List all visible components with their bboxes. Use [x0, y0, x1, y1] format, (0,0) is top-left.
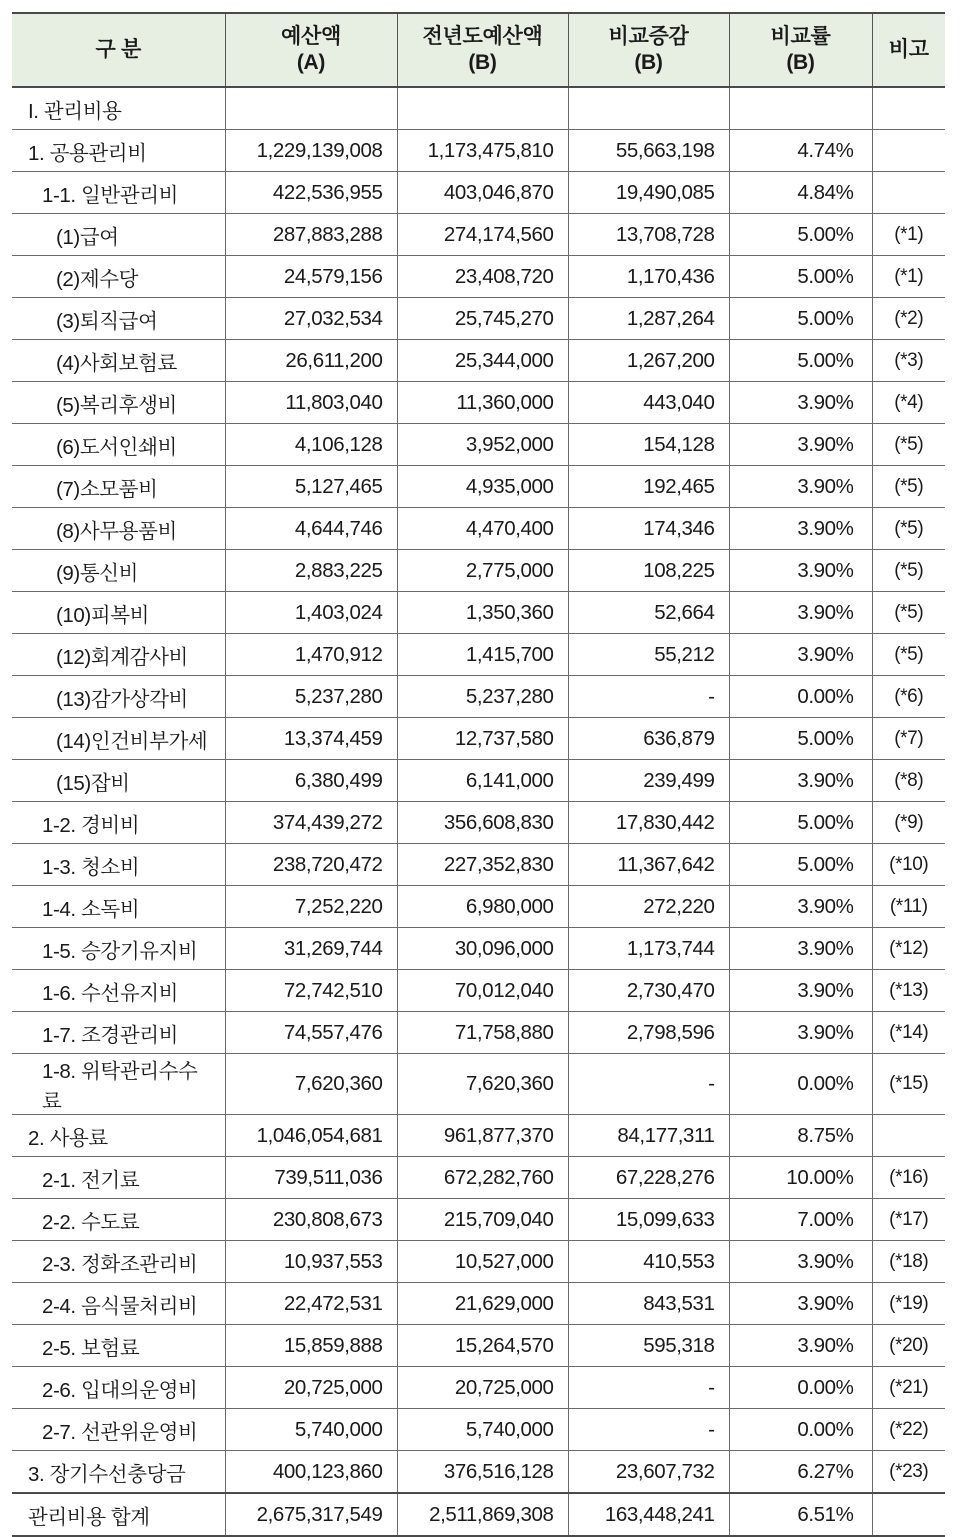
table-row — [12, 340, 945, 382]
row-budget-amount: 2,675,317,549 — [225, 1493, 397, 1536]
row-remarks: (*18) — [872, 1241, 945, 1283]
row-budget-amount: 11,803,040 — [225, 382, 397, 424]
row-comparison-change: 1,173,744 — [568, 928, 729, 970]
table-row — [12, 382, 945, 424]
row-comparison-change: 15,099,633 — [568, 1199, 729, 1241]
column-header-prior-year-budget — [397, 13, 568, 87]
column-header-comparison-rate-label: 비교률 — [770, 25, 831, 48]
row-prior-year-budget: 1,173,475,810 — [397, 130, 568, 172]
row-remarks — [872, 172, 945, 214]
row-prior-year-budget: 403,046,870 — [397, 172, 568, 214]
row-prior-year-budget: 30,096,000 — [397, 928, 568, 970]
row-comparison-rate: 3.90% — [729, 466, 872, 508]
row-remarks: (*9) — [872, 802, 945, 844]
row-comparison-change: 1,267,200 — [568, 340, 729, 382]
row-remarks — [872, 1115, 945, 1157]
table-row — [12, 87, 945, 130]
row-budget-amount: 4,106,128 — [225, 424, 397, 466]
row-comparison-change: - — [568, 1054, 729, 1115]
table-row — [12, 1199, 945, 1241]
row-comparison-rate: 3.90% — [729, 508, 872, 550]
table-row — [12, 592, 945, 634]
row-remarks: (*5) — [872, 424, 945, 466]
row-remarks: (*1) — [872, 256, 945, 298]
row-comparison-rate: 5.00% — [729, 214, 872, 256]
row-comparison-change: 163,448,241 — [568, 1493, 729, 1536]
row-prior-year-budget: 356,608,830 — [397, 802, 568, 844]
row-comparison-change: 55,663,198 — [568, 130, 729, 172]
row-comparison-rate: 0.00% — [729, 1367, 872, 1409]
row-prior-year-budget: 1,415,700 — [397, 634, 568, 676]
table-row — [12, 718, 945, 760]
row-remarks: (*20) — [872, 1325, 945, 1367]
row-category-label: 2. 사용료 — [12, 1115, 225, 1157]
row-comparison-change: - — [568, 1367, 729, 1409]
row-budget-amount: 26,611,200 — [225, 340, 397, 382]
row-category-label: 관리비용 합계 — [12, 1493, 225, 1536]
row-comparison-change: 19,490,085 — [568, 172, 729, 214]
row-comparison-change: 67,228,276 — [568, 1157, 729, 1199]
row-budget-amount: 1,046,054,681 — [225, 1115, 397, 1157]
table-row — [12, 466, 945, 508]
row-prior-year-budget: 5,740,000 — [397, 1409, 568, 1451]
column-header-prior-year-budget-sub: (B) — [468, 50, 497, 74]
row-comparison-rate: 10.00% — [729, 1157, 872, 1199]
row-prior-year-budget: 227,352,830 — [397, 844, 568, 886]
row-remarks: (*4) — [872, 382, 945, 424]
row-category-label: (15)잡비 — [12, 760, 225, 802]
row-remarks: (*5) — [872, 592, 945, 634]
row-prior-year-budget: 21,629,000 — [397, 1283, 568, 1325]
table-row — [12, 130, 945, 172]
row-category-label: 1-2. 경비비 — [12, 802, 225, 844]
table-row — [12, 1283, 945, 1325]
row-prior-year-budget: 23,408,720 — [397, 256, 568, 298]
row-remarks: (*5) — [872, 634, 945, 676]
row-comparison-change: 192,465 — [568, 466, 729, 508]
row-comparison-rate: 3.90% — [729, 550, 872, 592]
row-category-label: 1. 공용관리비 — [12, 130, 225, 172]
row-category-label: I. 관리비용 — [12, 87, 225, 130]
row-comparison-rate: 4.74% — [729, 130, 872, 172]
row-prior-year-budget: 20,725,000 — [397, 1367, 568, 1409]
row-budget-amount: 400,123,860 — [225, 1451, 397, 1494]
row-remarks — [872, 1493, 945, 1536]
row-comparison-change — [568, 87, 729, 130]
table-row — [12, 802, 945, 844]
table-row — [12, 1157, 945, 1199]
row-budget-amount: 7,620,360 — [225, 1054, 397, 1115]
row-category-label: (9)통신비 — [12, 550, 225, 592]
row-category-label: (5)복리후생비 — [12, 382, 225, 424]
row-budget-amount: 6,380,499 — [225, 760, 397, 802]
column-header-comparison-rate-sub: (B) — [786, 50, 815, 74]
row-budget-amount: 230,808,673 — [225, 1199, 397, 1241]
row-comparison-change: 595,318 — [568, 1325, 729, 1367]
row-comparison-rate: 5.00% — [729, 256, 872, 298]
row-budget-amount: 422,536,955 — [225, 172, 397, 214]
row-comparison-rate: 3.90% — [729, 886, 872, 928]
row-remarks: (*22) — [872, 1409, 945, 1451]
table-row — [12, 844, 945, 886]
row-budget-amount: 1,470,912 — [225, 634, 397, 676]
row-budget-amount: 2,883,225 — [225, 550, 397, 592]
row-comparison-change: 23,607,732 — [568, 1451, 729, 1494]
row-comparison-rate: 6.27% — [729, 1451, 872, 1494]
row-comparison-change: 1,287,264 — [568, 298, 729, 340]
row-prior-year-budget: 25,344,000 — [397, 340, 568, 382]
table-row — [12, 214, 945, 256]
table-row — [12, 1409, 945, 1451]
row-comparison-rate: 0.00% — [729, 1409, 872, 1451]
row-category-label: (14)인건비부가세 — [12, 718, 225, 760]
row-budget-amount: 10,937,553 — [225, 1241, 397, 1283]
row-comparison-rate: 5.00% — [729, 802, 872, 844]
row-comparison-change: 55,212 — [568, 634, 729, 676]
row-budget-amount: 1,403,024 — [225, 592, 397, 634]
row-category-label: 3. 장기수선충당금 — [12, 1451, 225, 1494]
row-comparison-change: 843,531 — [568, 1283, 729, 1325]
row-category-label: (13)감가상각비 — [12, 676, 225, 718]
row-comparison-change: 11,367,642 — [568, 844, 729, 886]
row-budget-amount: 22,472,531 — [225, 1283, 397, 1325]
row-prior-year-budget: 3,952,000 — [397, 424, 568, 466]
row-comparison-rate: 5.00% — [729, 844, 872, 886]
row-category-label: 1-3. 청소비 — [12, 844, 225, 886]
row-category-label: (6)도서인쇄비 — [12, 424, 225, 466]
row-remarks: (*12) — [872, 928, 945, 970]
table-row — [12, 760, 945, 802]
row-comparison-rate: 4.84% — [729, 172, 872, 214]
row-comparison-change: 410,553 — [568, 1241, 729, 1283]
row-comparison-change: 272,220 — [568, 886, 729, 928]
row-category-label: 1-8. 위탁관리수수료 — [12, 1054, 225, 1115]
row-prior-year-budget: 7,620,360 — [397, 1054, 568, 1115]
table-row — [12, 550, 945, 592]
table-row — [12, 676, 945, 718]
table-row — [12, 1325, 945, 1367]
row-comparison-change: - — [568, 676, 729, 718]
column-header-comparison-change-sub: (B) — [634, 50, 663, 74]
row-category-label: 2-2. 수도료 — [12, 1199, 225, 1241]
table-row — [12, 424, 945, 466]
row-comparison-rate: 6.51% — [729, 1493, 872, 1536]
row-comparison-rate: 5.00% — [729, 718, 872, 760]
table-row — [12, 1054, 945, 1115]
row-prior-year-budget: 4,935,000 — [397, 466, 568, 508]
row-category-label: 2-5. 보험료 — [12, 1325, 225, 1367]
row-remarks: (*11) — [872, 886, 945, 928]
row-budget-amount: 739,511,036 — [225, 1157, 397, 1199]
row-remarks: (*5) — [872, 550, 945, 592]
row-category-label: 2-6. 입대의운영비 — [12, 1367, 225, 1409]
row-prior-year-budget: 961,877,370 — [397, 1115, 568, 1157]
column-header-budget-amount — [225, 13, 397, 87]
table-row — [12, 1451, 945, 1494]
column-header-budget-amount-sub: (A) — [296, 50, 326, 74]
column-header-category — [12, 13, 225, 87]
row-comparison-change: 154,128 — [568, 424, 729, 466]
row-remarks: (*16) — [872, 1157, 945, 1199]
row-comparison-change: - — [568, 1409, 729, 1451]
row-remarks: (*2) — [872, 298, 945, 340]
column-header-category-label: 구 분 — [95, 37, 141, 61]
row-budget-amount: 287,883,288 — [225, 214, 397, 256]
row-comparison-rate: 3.90% — [729, 1325, 872, 1367]
row-comparison-rate: 8.75% — [729, 1115, 872, 1157]
row-remarks — [872, 87, 945, 130]
row-comparison-rate: 3.90% — [729, 1283, 872, 1325]
row-comparison-rate: 3.90% — [729, 1012, 872, 1054]
row-remarks: (*14) — [872, 1012, 945, 1054]
row-budget-amount: 5,237,280 — [225, 676, 397, 718]
row-remarks: (*15) — [872, 1054, 945, 1115]
row-prior-year-budget: 12,737,580 — [397, 718, 568, 760]
row-prior-year-budget: 2,511,869,308 — [397, 1493, 568, 1536]
row-comparison-change: 239,499 — [568, 760, 729, 802]
row-prior-year-budget: 11,360,000 — [397, 382, 568, 424]
row-category-label: 1-6. 수선유지비 — [12, 970, 225, 1012]
row-category-label: (7)소모품비 — [12, 466, 225, 508]
row-prior-year-budget: 25,745,270 — [397, 298, 568, 340]
row-prior-year-budget: 274,174,560 — [397, 214, 568, 256]
row-remarks: (*8) — [872, 760, 945, 802]
column-header-comparison-change — [568, 13, 729, 87]
row-category-label: 2-3. 정화조관리비 — [12, 1241, 225, 1283]
table-row — [12, 172, 945, 214]
row-comparison-rate: 3.90% — [729, 970, 872, 1012]
row-budget-amount: 13,374,459 — [225, 718, 397, 760]
row-prior-year-budget: 4,470,400 — [397, 508, 568, 550]
column-header-comparison-change-label: 비교증감 — [608, 25, 689, 48]
row-comparison-rate: 7.00% — [729, 1199, 872, 1241]
row-remarks: (*1) — [872, 214, 945, 256]
row-category-label: 2-1. 전기료 — [12, 1157, 225, 1199]
row-remarks: (*7) — [872, 718, 945, 760]
row-category-label: 1-7. 조경관리비 — [12, 1012, 225, 1054]
row-remarks: (*6) — [872, 676, 945, 718]
row-budget-amount: 374,439,272 — [225, 802, 397, 844]
row-prior-year-budget — [397, 87, 568, 130]
row-comparison-rate: 3.90% — [729, 592, 872, 634]
table-row — [12, 634, 945, 676]
row-budget-amount: 238,720,472 — [225, 844, 397, 886]
row-budget-amount: 20,725,000 — [225, 1367, 397, 1409]
row-comparison-change: 13,708,728 — [568, 214, 729, 256]
row-category-label: 2-4. 음식물처리비 — [12, 1283, 225, 1325]
row-comparison-rate: 3.90% — [729, 760, 872, 802]
column-header-prior-year-budget-label: 전년도예산액 — [422, 25, 543, 48]
table-row — [12, 508, 945, 550]
row-comparison-change: 174,346 — [568, 508, 729, 550]
row-comparison-rate: 3.90% — [729, 928, 872, 970]
row-comparison-rate: 5.00% — [729, 298, 872, 340]
row-comparison-change: 108,225 — [568, 550, 729, 592]
row-remarks: (*17) — [872, 1199, 945, 1241]
row-budget-amount: 5,740,000 — [225, 1409, 397, 1451]
row-budget-amount: 27,032,534 — [225, 298, 397, 340]
row-comparison-rate: 0.00% — [729, 1054, 872, 1115]
row-category-label: (1)급여 — [12, 214, 225, 256]
row-comparison-change: 84,177,311 — [568, 1115, 729, 1157]
table-header — [12, 13, 945, 87]
row-comparison-rate: 3.90% — [729, 1241, 872, 1283]
table-row — [12, 1367, 945, 1409]
table-row — [12, 1493, 945, 1536]
column-header-remarks-label: 비고 — [888, 37, 929, 61]
row-comparison-rate: 3.90% — [729, 424, 872, 466]
row-prior-year-budget: 10,527,000 — [397, 1241, 568, 1283]
row-budget-amount: 24,579,156 — [225, 256, 397, 298]
row-budget-amount: 31,269,744 — [225, 928, 397, 970]
row-budget-amount: 1,229,139,008 — [225, 130, 397, 172]
row-category-label: (8)사무용품비 — [12, 508, 225, 550]
column-header-remarks — [872, 13, 945, 87]
row-prior-year-budget: 15,264,570 — [397, 1325, 568, 1367]
row-comparison-rate: 0.00% — [729, 676, 872, 718]
row-remarks: (*13) — [872, 970, 945, 1012]
budget-table-container — [12, 12, 945, 1537]
row-comparison-change: 2,798,596 — [568, 1012, 729, 1054]
row-prior-year-budget: 672,282,760 — [397, 1157, 568, 1199]
table-row — [12, 886, 945, 928]
row-comparison-rate: 5.00% — [729, 340, 872, 382]
row-budget-amount: 72,742,510 — [225, 970, 397, 1012]
table-row — [12, 298, 945, 340]
row-comparison-rate — [729, 87, 872, 130]
row-remarks: (*5) — [872, 466, 945, 508]
row-remarks: (*21) — [872, 1367, 945, 1409]
row-category-label: (12)회계감사비 — [12, 634, 225, 676]
row-remarks: (*23) — [872, 1451, 945, 1494]
table-row — [12, 1241, 945, 1283]
header-row — [12, 13, 945, 87]
row-remarks: (*5) — [872, 508, 945, 550]
row-comparison-change: 443,040 — [568, 382, 729, 424]
row-comparison-change: 1,170,436 — [568, 256, 729, 298]
row-prior-year-budget: 5,237,280 — [397, 676, 568, 718]
row-category-label: (2)제수당 — [12, 256, 225, 298]
table-body — [12, 87, 945, 1536]
row-prior-year-budget: 70,012,040 — [397, 970, 568, 1012]
row-prior-year-budget: 215,709,040 — [397, 1199, 568, 1241]
row-comparison-rate: 3.90% — [729, 634, 872, 676]
row-category-label: 1-4. 소독비 — [12, 886, 225, 928]
row-budget-amount: 15,859,888 — [225, 1325, 397, 1367]
row-budget-amount: 7,252,220 — [225, 886, 397, 928]
row-budget-amount: 4,644,746 — [225, 508, 397, 550]
management-cost-budget-table — [12, 12, 945, 1537]
row-prior-year-budget: 6,980,000 — [397, 886, 568, 928]
row-remarks: (*10) — [872, 844, 945, 886]
row-remarks: (*19) — [872, 1283, 945, 1325]
row-comparison-change: 636,879 — [568, 718, 729, 760]
row-category-label: (10)피복비 — [12, 592, 225, 634]
row-budget-amount: 5,127,465 — [225, 466, 397, 508]
table-row — [12, 1115, 945, 1157]
row-remarks: (*3) — [872, 340, 945, 382]
row-category-label: (3)퇴직급여 — [12, 298, 225, 340]
row-prior-year-budget: 1,350,360 — [397, 592, 568, 634]
row-comparison-change: 17,830,442 — [568, 802, 729, 844]
row-category-label: (4)사회보험료 — [12, 340, 225, 382]
column-header-comparison-rate — [729, 13, 872, 87]
column-header-budget-amount-label: 예산액 — [281, 25, 341, 48]
table-row — [12, 1012, 945, 1054]
table-row — [12, 928, 945, 970]
table-row — [12, 256, 945, 298]
row-comparison-change: 2,730,470 — [568, 970, 729, 1012]
row-comparison-change: 52,664 — [568, 592, 729, 634]
row-budget-amount — [225, 87, 397, 130]
row-category-label: 1-1. 일반관리비 — [12, 172, 225, 214]
row-budget-amount: 74,557,476 — [225, 1012, 397, 1054]
row-remarks — [872, 130, 945, 172]
row-prior-year-budget: 6,141,000 — [397, 760, 568, 802]
row-comparison-rate: 3.90% — [729, 382, 872, 424]
row-prior-year-budget: 71,758,880 — [397, 1012, 568, 1054]
row-prior-year-budget: 376,516,128 — [397, 1451, 568, 1494]
row-prior-year-budget: 2,775,000 — [397, 550, 568, 592]
row-category-label: 1-5. 승강기유지비 — [12, 928, 225, 970]
row-category-label: 2-7. 선관위운영비 — [12, 1409, 225, 1451]
table-row — [12, 970, 945, 1012]
